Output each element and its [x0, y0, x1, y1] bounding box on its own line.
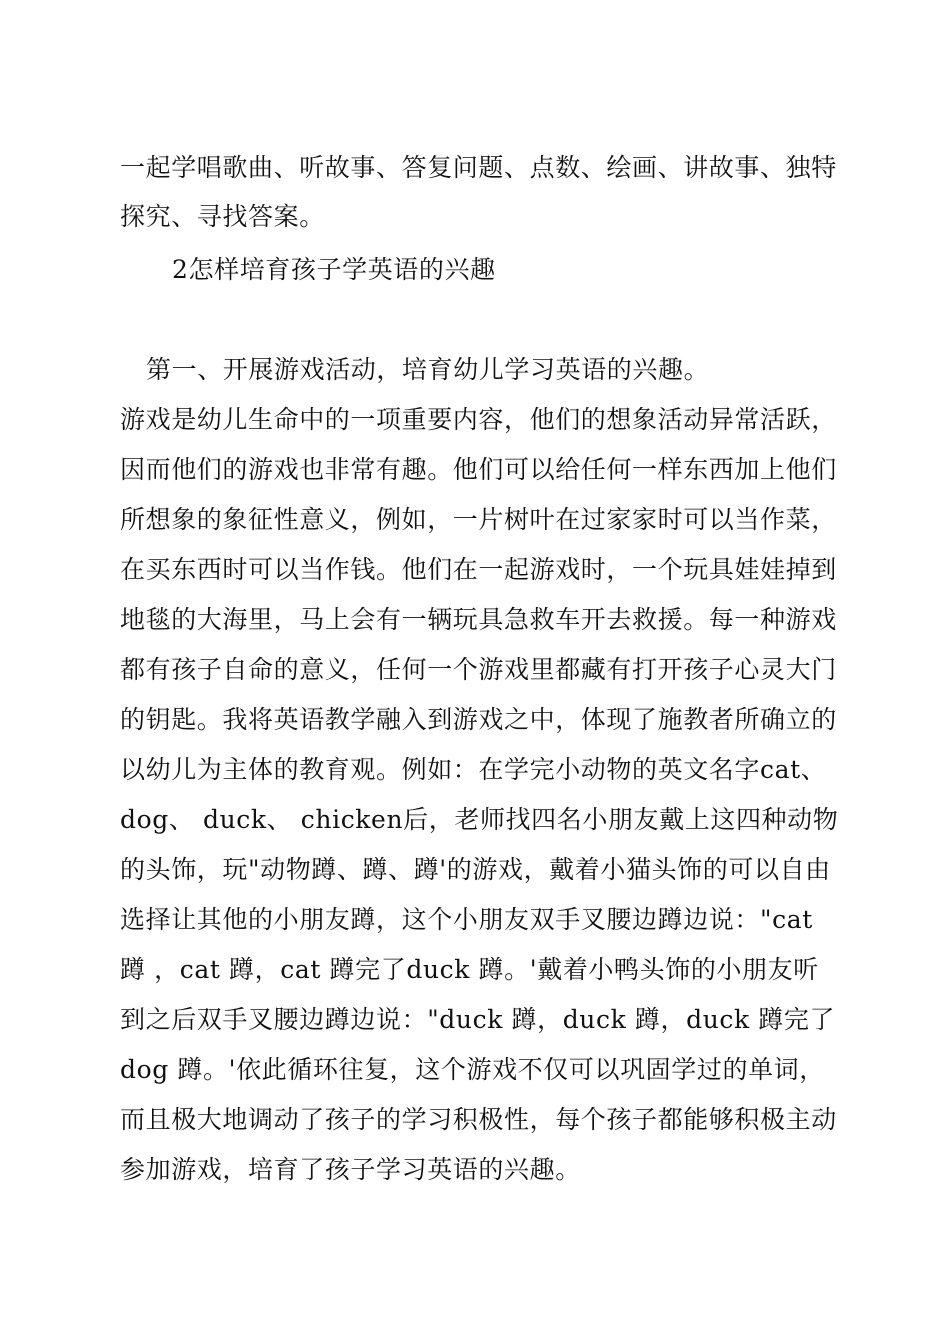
body-line-1: 游戏是幼儿生命中的一项重要内容，他们的想象活动异常活跃， — [120, 405, 837, 434]
body-line-4: 在买东西时可以当作钱。他们在一起游戏时，一个玩具娃娃掉到 — [120, 555, 837, 584]
body-line-7: 的钥匙。我将英语教学融入到游戏之中，体现了施教者所确立的 — [120, 705, 837, 734]
body-line-9: dog、 duck、 chicken后，老师找四名小朋友戴上这四种动物 — [120, 805, 839, 834]
intro-line-1: 一起学唱歌曲、听故事、答复问题、点数、绘画、讲故事、独特 — [120, 153, 837, 182]
body-line-3: 所想象的象征性意义，例如，一片树叶在过家家时可以当作菜， — [120, 505, 837, 534]
body-line-11: 选择让其他的小朋友蹲，这个小朋友双手叉腰边蹲边说："cat — [120, 905, 813, 934]
body-line-12: 蹲 ，cat 蹲，cat 蹲完了duck 蹲。'戴着小鸭头饰的小朋友听 — [120, 955, 819, 984]
intro-line-2: 探究、寻找答案。 — [120, 202, 325, 231]
body-line-13: 到之后双手叉腰边蹲边说："duck 蹲，duck 蹲，duck 蹲完了 — [120, 1005, 836, 1034]
body-line-5: 地毯的大海里，马上会有一辆玩具急救车开去救援。每一种游戏 — [120, 605, 837, 634]
body-line-8: 以幼儿为主体的教育观。例如：在学完小动物的英文名字cat、 — [120, 755, 827, 784]
body-line-16: 参加游戏，培育了孩子学习英语的兴趣。 — [120, 1155, 581, 1184]
body-line-2: 因而他们的游戏也非常有趣。他们可以给任何一样东西加上他们 — [120, 455, 837, 484]
body-line-15: 而且极大地调动了孩子的学习积极性，每个孩子都能够积极主动 — [120, 1105, 837, 1134]
point-title: 第一、开展游戏活动，培育幼儿学习英语的兴趣。 — [146, 355, 710, 384]
body-line-10: 的头饰，玩"动物蹲、蹲、蹲'的游戏，戴着小猫头饰的可以自由 — [120, 855, 831, 884]
body-line-6: 都有孩子自命的意义，任何一个游戏里都藏有打开孩子心灵大门 — [120, 655, 837, 684]
body-line-14: dog 蹲。'依此循环往复，这个游戏不仅可以巩固学过的单词， — [120, 1055, 825, 1084]
section-heading: 2怎样培育孩子学英语的兴趣 — [172, 255, 496, 284]
